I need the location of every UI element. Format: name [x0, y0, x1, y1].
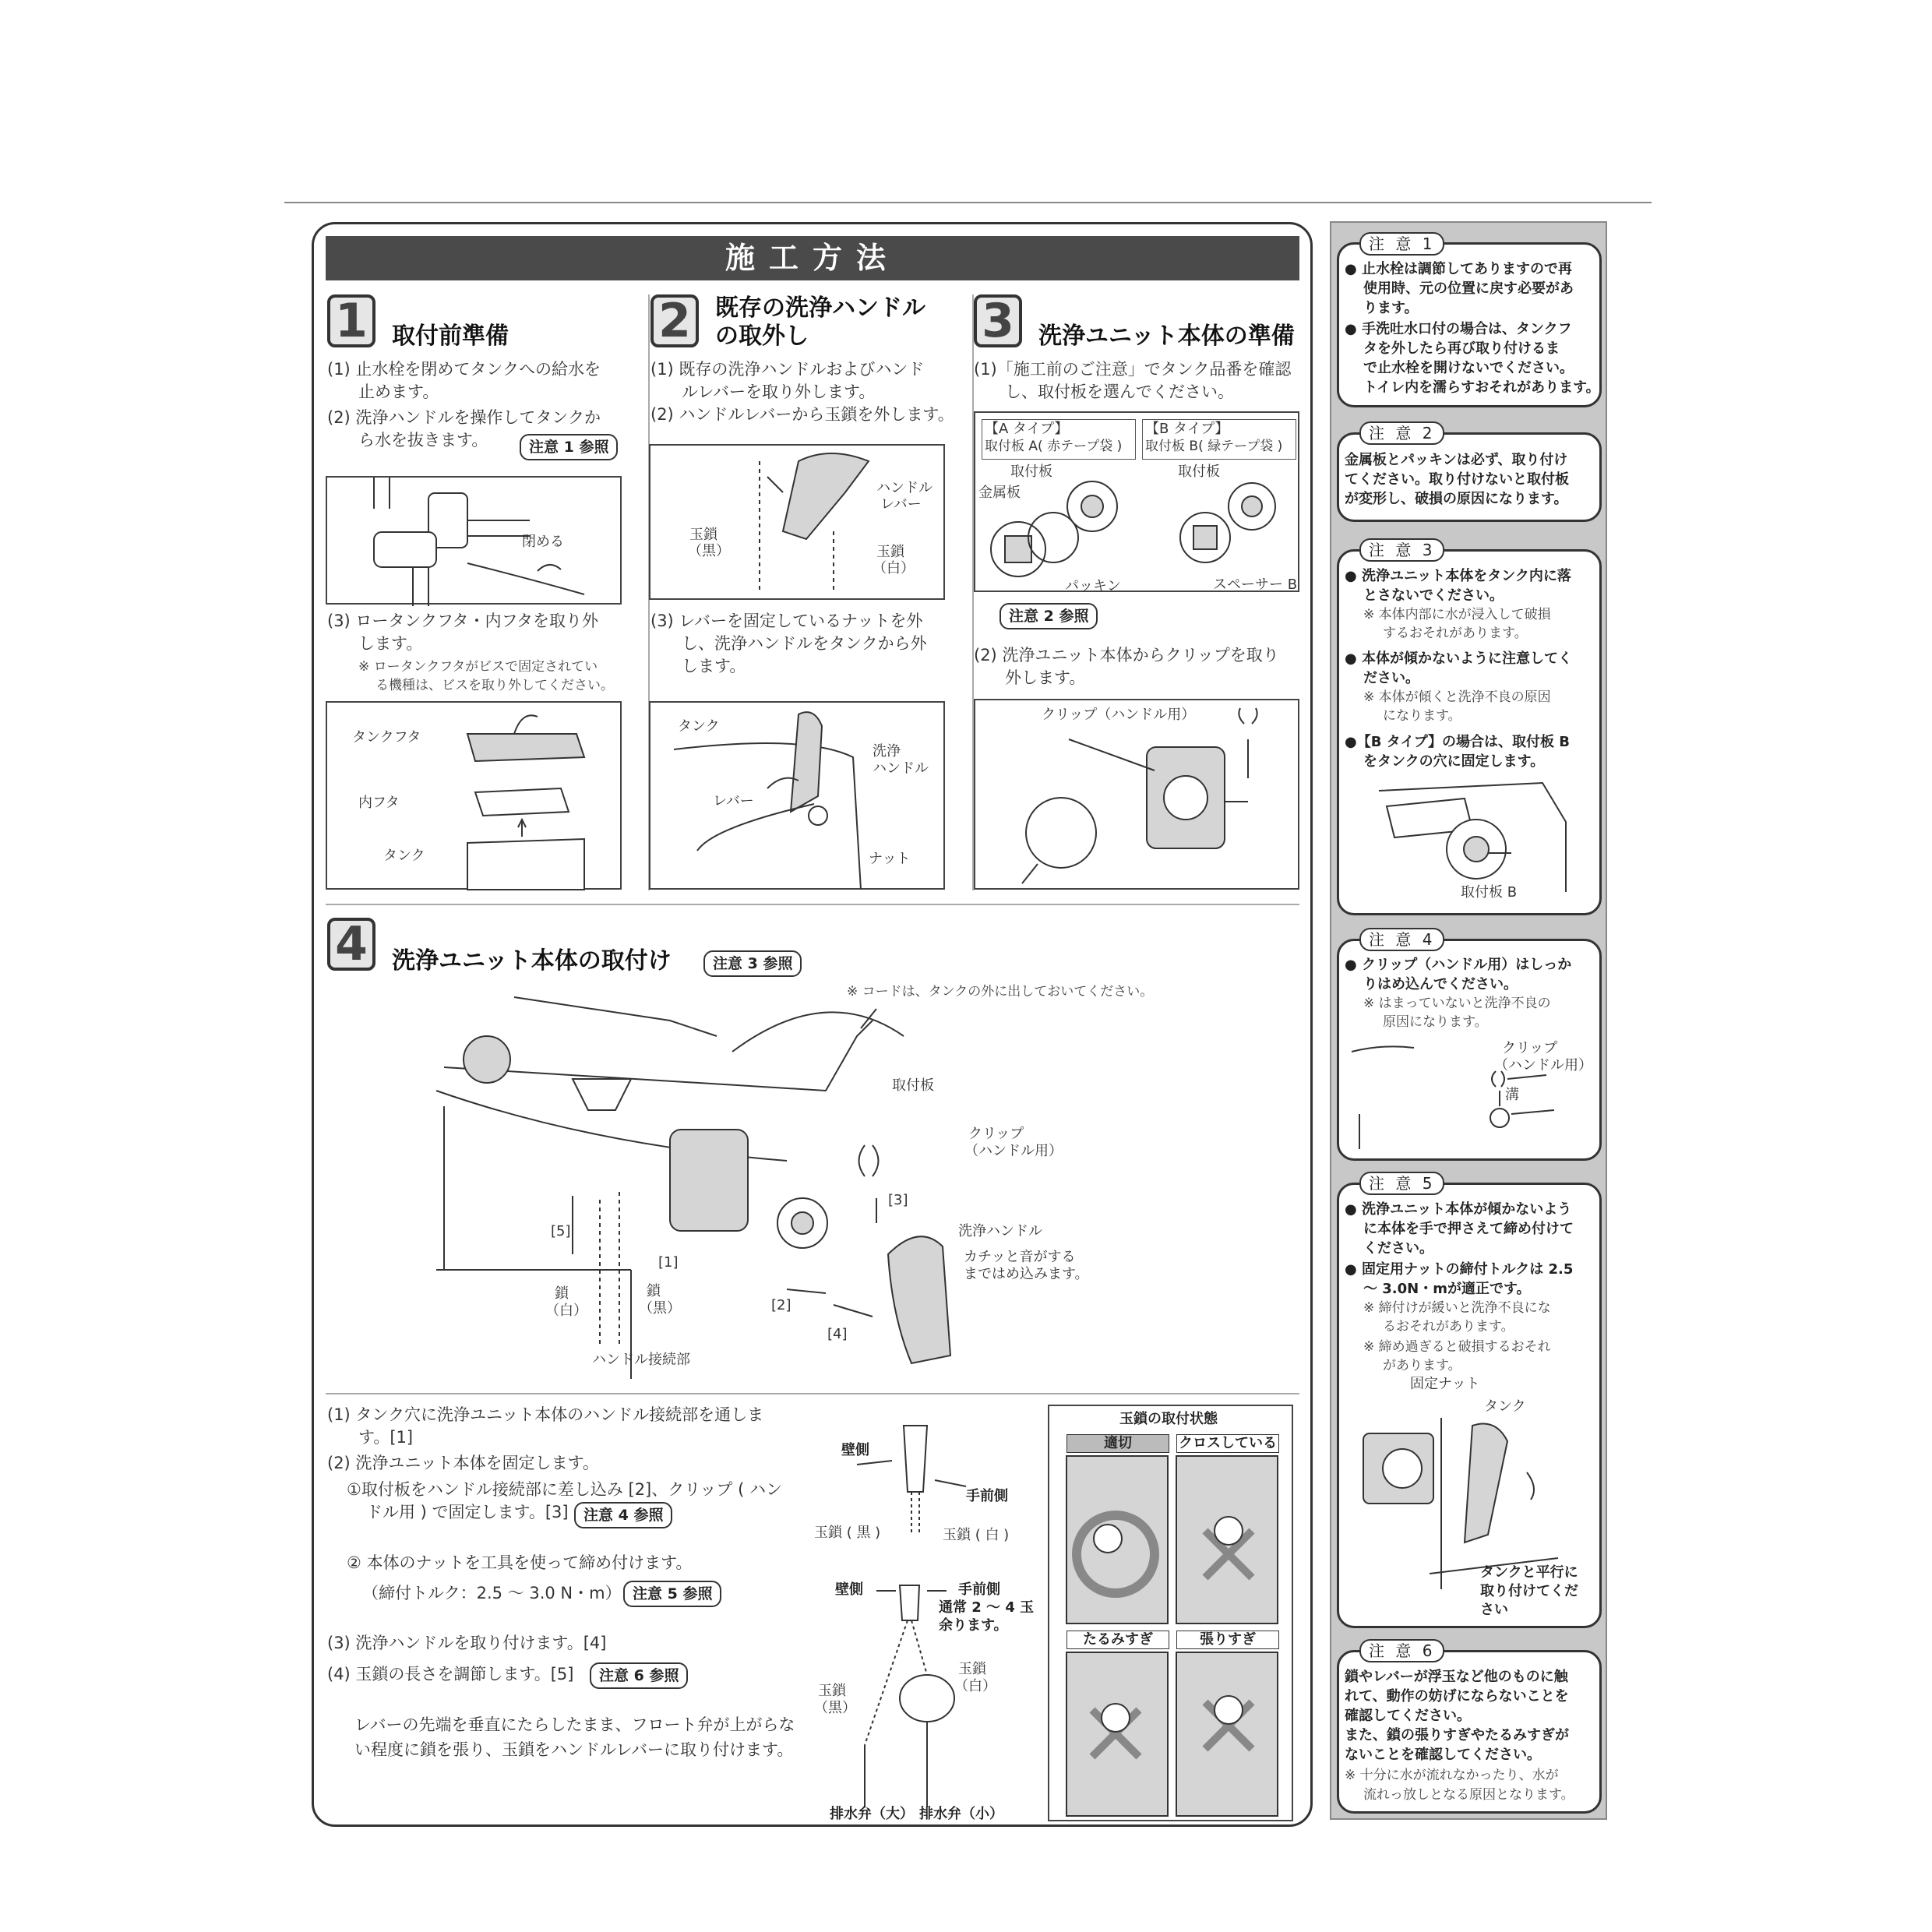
flush-handle-label: 洗浄ハンドル — [958, 1223, 1042, 1239]
caution-3-note: ※ 本体内部に水が浸入して破損 — [1363, 607, 1551, 622]
parallel-note: 取り付けてくだ — [1480, 1583, 1578, 1599]
page-title: 施工方法 — [326, 236, 1299, 280]
tank-label: タンク — [383, 848, 425, 864]
caution-3-note: になります。 — [1383, 708, 1461, 724]
plate-label: 取付板 — [1010, 464, 1052, 480]
step-4-text: （締付トルク：2.5 ～ 3.0 N・m） — [362, 1584, 622, 1602]
state-tight-label: 張りすぎ — [1176, 1631, 1279, 1649]
caution-1-text: トイレ内を濡らすおそれがあります。 — [1363, 379, 1600, 396]
caution-3-note: ※ 本体が傾くと洗浄不良の原因 — [1363, 689, 1551, 705]
caution-3-note: するおそれがあります。 — [1383, 626, 1528, 641]
normal-count-note: 余ります。 — [939, 1617, 1008, 1634]
plate-b-label: 取付板 B — [1461, 884, 1518, 901]
caution-6-text: また、鎖の張りすぎやたるみすぎが — [1345, 1727, 1569, 1743]
chain-white-label: 玉鎖 — [876, 544, 904, 560]
marker-1: [1] — [658, 1254, 679, 1271]
step-4-text: ①取付板をハンドル接続部に差し込み [2]、クリップ ( ハン — [347, 1480, 782, 1499]
step-4-text: (2) 洗浄ユニット本体を固定します。 — [327, 1454, 599, 1472]
step-1-text: (2) 洗浄ハンドルを操作してタンクか — [327, 408, 601, 427]
plate-b-label: 取付板 — [1178, 464, 1220, 480]
fixing-nut-label: 固定ナット — [1410, 1376, 1480, 1392]
caution-1-text: ● 止水栓は調節してありますので再 — [1345, 261, 1572, 277]
chain-removal-figure — [649, 444, 945, 600]
caution-2-reference: 注意 2 参照 — [999, 603, 1098, 629]
front-side-label: 手前側 — [966, 1488, 1008, 1504]
tank-label: タンク — [678, 718, 720, 735]
caution-3-reference: 注意 3 参照 — [703, 950, 802, 977]
caution-4-text: りはめ込んでください。 — [1363, 976, 1518, 992]
step-4-text: (1) タンク穴に洗浄ユニット本体のハンドル接続部を通しま — [327, 1405, 764, 1424]
clip-label: クリップ — [968, 1126, 1024, 1142]
step-4-number: 4 — [327, 918, 375, 971]
step-1-number: 1 — [327, 294, 375, 347]
caution-3-title: 注 意 3 — [1359, 538, 1444, 562]
caution-2-text: が変形し、破損の原因になります。 — [1345, 491, 1568, 507]
flush-handle-label: 洗浄 — [873, 743, 901, 760]
caution-3-text: をタンクの穴に固定します。 — [1363, 753, 1545, 770]
chain-white-label: 玉鎖 ( 白 ) — [943, 1527, 1010, 1543]
state-ok-label: 適切 — [1066, 1434, 1169, 1453]
step-2-text: (2) ハンドルレバーから玉鎖を外します。 — [650, 405, 954, 424]
caution-6-text: ないことを確認してください。 — [1345, 1747, 1541, 1763]
step-2-text: し、洗浄ハンドルをタンクから外 — [682, 634, 927, 653]
tank-lid-figure — [326, 701, 622, 890]
caution-6-note: 流れっ放しとなる原因となります。 — [1363, 1787, 1574, 1803]
chain-black-label: 玉鎖 — [818, 1683, 846, 1699]
caution-1-reference: 注意 1 参照 — [520, 434, 618, 460]
caution-5-note: ※ 締付けが緩いと洗浄不良にな — [1363, 1300, 1551, 1316]
tank-lid-label: タンクフタ — [352, 729, 421, 746]
caution-4-title: 注 意 4 — [1359, 928, 1444, 951]
caution-1-text: タを外したら再び取り付けるま — [1363, 340, 1560, 357]
packing-label: パッキン — [1065, 578, 1121, 594]
caution-2-text: 金属板とパッキンは必ず、取り付け — [1345, 452, 1568, 468]
caution-1-text: ● 手洗吐水口付の場合は、タンクフ — [1345, 321, 1572, 337]
chain-black-label: 玉鎖 ( 黒 ) — [814, 1525, 881, 1541]
caution-1-title: 注 意 1 — [1359, 232, 1444, 256]
type-a-desc: 取付板 A( 赤テープ袋 ) — [985, 439, 1123, 454]
step-1-text: 止めます。 — [358, 383, 439, 401]
caution-6-text: 確認してください。 — [1345, 1708, 1471, 1724]
clip-label: クリップ（ハンドル用） — [1042, 707, 1196, 723]
wall-side-label: 壁側 — [835, 1581, 863, 1598]
type-b-desc: 取付板 B( 緑テープ袋 ) — [1145, 439, 1283, 454]
groove-label: 溝 — [1505, 1087, 1519, 1103]
marker-2: [2] — [771, 1297, 791, 1313]
caution-6-note: ※ 十分に水が流れなかったり、水が — [1345, 1768, 1559, 1783]
wall-side-label: 壁側 — [841, 1442, 869, 1458]
step-2-title: の取外し — [715, 323, 809, 350]
step-3-text: 外します。 — [1005, 668, 1086, 687]
step-4-text: い程度に鎖を張り、玉鎖をハンドルレバーに取り付けます。 — [354, 1740, 794, 1759]
chain-state-figure — [1048, 1405, 1293, 1821]
step-4-text: (3) 洗浄ハンドルを取り付けます。[4] — [327, 1634, 607, 1652]
caution-5-note: があります。 — [1383, 1358, 1461, 1373]
parallel-note: さい — [1480, 1602, 1508, 1618]
clip-removal-figure — [974, 699, 1299, 890]
caution-6-reference: 注意 6 参照 — [590, 1662, 688, 1689]
step-4-text: す。[1] — [358, 1428, 414, 1447]
stop-valve-illustration — [327, 478, 623, 606]
caution-6-title: 注 意 6 — [1359, 1639, 1444, 1662]
lever-label: レバー — [713, 793, 754, 809]
click-note: カチッと音がする — [964, 1249, 1076, 1265]
step-3-text: し、取付板を選んでください。 — [1005, 383, 1234, 401]
caution-3-text: とさないでください。 — [1363, 587, 1504, 604]
chain-black-label: （黒） — [688, 543, 730, 559]
step-4-text: ② 本体のナットを工具を使って締め付けます。 — [347, 1553, 693, 1572]
chain-state-title: 玉鎖の取付状態 — [1119, 1411, 1218, 1427]
step-2-text: (3) レバーを固定しているナットを外 — [650, 612, 923, 630]
chain-black-label: （黒） — [814, 1700, 856, 1716]
marker-5: [5] — [551, 1223, 571, 1239]
step-3-number: 3 — [974, 294, 1022, 347]
caution-5-text: に本体を手で押さえて締め付けて — [1363, 1221, 1574, 1237]
step-1-note: ※ ロータンクフタがビスで固定されてい — [358, 659, 598, 675]
step-2-text: ルレバーを取り外します。 — [682, 383, 876, 401]
handle-removal-figure — [649, 701, 945, 890]
step-1-title: 取付前準備 — [392, 323, 509, 350]
normal-count-note: 通常 2 ～ 4 玉 — [939, 1599, 1035, 1616]
caution-5-note: るおそれがあります。 — [1383, 1319, 1514, 1334]
drain-valve-large-label: 排水弁（大） — [830, 1806, 914, 1822]
chain-white-label: （白） — [954, 1678, 996, 1694]
metal-plate-label: 金属板 — [978, 485, 1021, 501]
chain-black-label: 鎖 — [647, 1283, 661, 1299]
caution-2-title: 注 意 2 — [1359, 421, 1444, 445]
step-1-note: る機種は、ビスを取り外してください。 — [375, 678, 614, 693]
clip-label: （ハンドル用） — [1494, 1057, 1592, 1074]
step-3-text: (2) 洗浄ユニット本体からクリップを取り — [974, 646, 1279, 665]
mounting-plate-illustration — [975, 413, 1301, 594]
caution-3-text: ださい。 — [1363, 670, 1419, 686]
state-cross-label: クロスしている — [1176, 1434, 1279, 1453]
type-b-title: 【B タイプ】 — [1145, 421, 1229, 437]
chain-white-label: （白） — [873, 560, 915, 576]
state-slack-label: たるみすぎ — [1066, 1631, 1169, 1649]
flush-handle-label: ハンドル — [873, 760, 929, 777]
nut-label: ナット — [869, 851, 911, 867]
caution-1-text: 使用時、元の位置に戻す必要があ — [1363, 280, 1574, 297]
caution-5-text: ● 洗浄ユニット本体が傾かないよう — [1345, 1201, 1572, 1218]
caution-1-text: で止水栓を開けないでください。 — [1363, 360, 1574, 376]
step-2-title: 既存の洗浄ハンドル — [715, 294, 925, 322]
handle-joint-label: ハンドル接続部 — [592, 1352, 690, 1368]
caution-5-note: ※ 締め過ぎると破損するおそれ — [1363, 1339, 1551, 1355]
chain-white-label: 玉鎖 — [958, 1661, 986, 1677]
section-divider — [326, 904, 1299, 905]
chain-black-label: （黒） — [639, 1300, 681, 1317]
front-side-label: 手前側 — [958, 1581, 1000, 1598]
clip-label: クリップ — [1502, 1040, 1558, 1056]
chain-state-illustrations — [1049, 1406, 1295, 1823]
chain-white-label: 鎖 — [555, 1285, 569, 1302]
caution-5-reference: 注意 5 参照 — [623, 1581, 721, 1607]
caution-5-title: 注 意 5 — [1359, 1172, 1444, 1195]
caution-3-text: ●【B タイプ】の場合は、取付板 B — [1345, 734, 1570, 750]
caution-3-text: ● 洗浄ユニット本体をタンク内に落 — [1345, 568, 1571, 584]
mounting-plate-figure — [974, 411, 1299, 592]
caution-6-text: 鎖やレバーが浮玉など他のものに触 — [1345, 1669, 1568, 1685]
chain-white-label: （白） — [545, 1303, 587, 1319]
inner-lid-label: 内フタ — [358, 795, 400, 811]
caution-5-text: ください。 — [1363, 1240, 1433, 1257]
caution-4-reference: 注意 4 参照 — [574, 1502, 672, 1528]
plate-label: 取付板 — [892, 1077, 934, 1094]
unit-installation-illustration — [436, 989, 1215, 1387]
step-4-text: (4) 玉鎖の長さを調節します。[5] — [327, 1665, 574, 1683]
step-3-title: 洗浄ユニット本体の準備 — [1038, 323, 1295, 350]
step-1-text: します。 — [358, 634, 423, 653]
step-2-text: します。 — [682, 657, 746, 675]
section-divider — [326, 1393, 1299, 1394]
tank-label: タンク — [1484, 1398, 1526, 1415]
caution-6-text: れて、動作の妨げにならないことを — [1345, 1688, 1569, 1705]
caution-2-text: てください。取り付けないと取付板 — [1345, 471, 1569, 488]
step-3-text: (1)「施工前のご注意」でタンク品番を確認 — [974, 360, 1292, 379]
step-2-text: (1) 既存の洗浄ハンドルおよびハンド — [650, 360, 925, 379]
clip-removal-illustration — [975, 700, 1301, 891]
caution-5-text: ● 固定用ナットの締付トルクは 2.5 — [1345, 1261, 1574, 1278]
type-a-title: 【A タイプ】 — [985, 421, 1069, 437]
clip-label: （ハンドル用） — [964, 1143, 1063, 1159]
marker-4: [4] — [827, 1326, 848, 1342]
caution-4-note: ※ はまっていないと洗浄不良の — [1363, 996, 1551, 1011]
handle-lever-label: ハンドル — [876, 480, 933, 496]
spacer-label: スペーサー B — [1213, 576, 1298, 593]
step-1-text: ら水を抜きます。 — [358, 431, 488, 450]
stop-valve-figure — [326, 476, 622, 605]
cord-note: ※ コードは、タンクの外に出しておいてください。 — [847, 984, 1154, 999]
caution-4-text: ● クリップ（ハンドル用）はしっか — [1345, 957, 1572, 973]
step-4-text: ドル用 ) で固定します。[3] — [366, 1503, 569, 1521]
handle-lever-label: レバー — [880, 496, 922, 513]
step-1-text: (1) 止水栓を閉めてタンクへの給水を — [327, 360, 601, 379]
caution-4-note: 原因になります。 — [1383, 1014, 1488, 1030]
drain-valve-small-label: 排水弁（小） — [919, 1806, 1003, 1822]
chain-black-label: 玉鎖 — [689, 527, 717, 543]
marker-3: [3] — [888, 1192, 908, 1208]
caution-1-text: ります。 — [1363, 300, 1419, 316]
step-4-title: 洗浄ユニット本体の取付け — [392, 947, 672, 975]
step-4-text: レバーの先端を垂直にたらしたまま、フロート弁が上がらな — [354, 1715, 795, 1734]
step-2-number: 2 — [650, 294, 699, 347]
parallel-note: タンクと平行に — [1480, 1564, 1578, 1581]
close-label: 閉める — [522, 534, 564, 550]
plate-b-illustration — [1371, 775, 1589, 900]
click-note: まではめ込みます。 — [964, 1266, 1089, 1282]
step-1-text: (3) ロータンクフタ・内フタを取り外 — [327, 612, 599, 630]
caution-5-text: ～ 3.0N・mが適正です。 — [1363, 1281, 1531, 1297]
caution-3-text: ● 本体が傾かないように注意してく — [1345, 650, 1572, 667]
top-rule — [284, 202, 1652, 203]
chain-removal-illustration — [650, 446, 947, 601]
